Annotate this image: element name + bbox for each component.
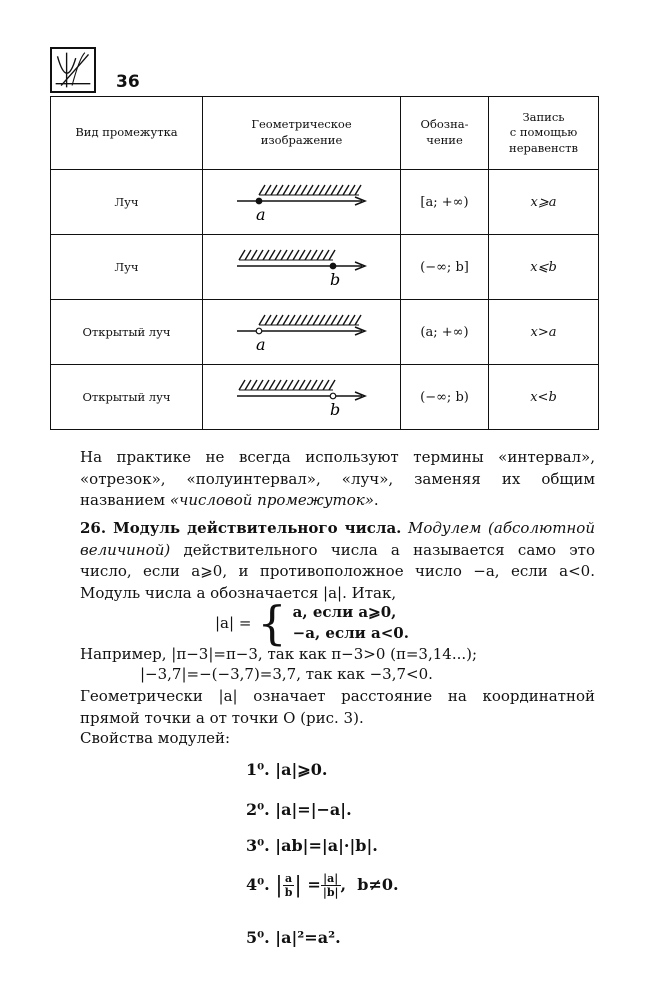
hatch-stroke [263, 250, 269, 260]
cell-geometry [203, 170, 401, 235]
table-row [51, 170, 599, 235]
hatch-stroke [337, 185, 343, 195]
hatch-stroke [275, 380, 281, 390]
hatch-stroke [325, 315, 331, 325]
cell-notation: [a; +∞) [401, 170, 489, 235]
property-4: 4⁰. | $\frac{a}{b}$ | = $\frac{|a|}{|b|}$ , b≠0. [246, 872, 399, 899]
hatch-stroke [343, 315, 349, 325]
point-label: b [329, 270, 340, 289]
cell-inequality: x>a [489, 300, 599, 365]
hatch-stroke [313, 185, 319, 195]
hatch-stroke [311, 380, 317, 390]
cell-kind: Открытый луч [51, 365, 203, 430]
cell-notation: (−∞; b] [401, 235, 489, 300]
hatch-stroke [301, 185, 307, 195]
cell-kind: Открытый луч [51, 300, 203, 365]
hatch-stroke [259, 185, 265, 195]
hatch-stroke [245, 250, 251, 260]
hatch-stroke [323, 250, 329, 260]
hatch-stroke [313, 315, 319, 325]
cell-notation: (−∞; b) [401, 365, 489, 430]
closed-point [330, 263, 336, 269]
frac-num: a [283, 872, 295, 886]
chapter-logo [50, 47, 96, 93]
property-4-prefix: 4⁰. [246, 875, 270, 894]
section-26 [80, 518, 595, 604]
example-line-2: |−3,7|=−(−3,7)=3,7, так как −3,7<0. [140, 665, 433, 683]
abs-case-1: a, если a⩾0, [292, 603, 397, 621]
point-label: b [329, 400, 340, 419]
hatch-stroke [317, 380, 323, 390]
open-ray-diagram [227, 372, 377, 422]
hatch-stroke [349, 315, 355, 325]
hatch-stroke [269, 380, 275, 390]
hatch-stroke [239, 250, 245, 260]
property-1: 1⁰. |a|⩾0. [246, 760, 328, 779]
geometric-paragraph [80, 686, 595, 729]
hatch-stroke [245, 380, 251, 390]
hatch-stroke [295, 315, 301, 325]
open-point [330, 393, 336, 399]
frac-rnum: |a| [321, 872, 341, 886]
point-label: a [255, 205, 266, 224]
hatch-stroke [259, 315, 265, 325]
closed-ray-diagram [227, 177, 377, 227]
hatch-stroke [289, 185, 295, 195]
abs-definition [215, 596, 409, 650]
cell-kind: Луч [51, 235, 203, 300]
hatch-stroke [329, 380, 335, 390]
hatch-stroke [337, 315, 343, 325]
hatch-stroke [301, 315, 307, 325]
table-row [51, 300, 599, 365]
hatch-stroke [287, 250, 293, 260]
hatch-stroke [269, 250, 275, 260]
hatch-stroke [251, 250, 257, 260]
header-inequality: Запись с помощью неравенств [489, 97, 599, 170]
hatch-stroke [299, 380, 305, 390]
example-line-1: Например, |π−3|=π−3, так как π−3>0 (π=3,14...); [80, 645, 478, 663]
frac-rden: |b| [322, 886, 339, 899]
abs-bar-left-icon: | [275, 873, 283, 898]
hatch-stroke [349, 185, 355, 195]
properties-title: Свойства модулей: [80, 729, 231, 747]
hatch-stroke [271, 185, 277, 195]
header-notation: Обозна- чение [401, 97, 489, 170]
hatch-stroke [331, 315, 337, 325]
cell-notation: (a; +∞) [401, 300, 489, 365]
hatch-stroke [323, 380, 329, 390]
table-header-row [51, 97, 599, 170]
abs-bar-right-icon: | [294, 873, 302, 898]
abs-case-2: −a, если a<0. [292, 624, 409, 642]
header-geometry: Геометрическое изображение [203, 97, 401, 170]
cell-geometry [203, 300, 401, 365]
hatch-stroke [289, 315, 295, 325]
cell-geometry [203, 235, 401, 300]
section-def-text: действительного числа a называется само это число, если a⩾0, и противоположное число −a, если a<0. Модуль числа a обозначается |a|. Итак, [80, 540, 595, 602]
hatch-stroke [305, 250, 311, 260]
table-row [51, 235, 599, 300]
closed-ray-diagram [227, 242, 377, 292]
open-point [256, 328, 262, 334]
hatch-stroke [275, 250, 281, 260]
hatch-stroke [265, 185, 271, 195]
hatch-stroke [251, 380, 257, 390]
hatch-stroke [239, 380, 245, 390]
intro-italic: «числовой промежуток» [169, 491, 374, 509]
hatch-stroke [325, 185, 331, 195]
open-ray-diagram [227, 307, 377, 357]
hatch-stroke [277, 315, 283, 325]
cell-inequality: x<b [489, 365, 599, 430]
hatch-stroke [265, 315, 271, 325]
fraction-a-over-b [283, 872, 295, 899]
hatch-stroke [295, 185, 301, 195]
hatch-stroke [281, 250, 287, 260]
hatch-stroke [319, 315, 325, 325]
table-row [51, 365, 599, 430]
hatch-stroke [283, 185, 289, 195]
header-kind: Вид промежутка [51, 97, 203, 170]
section-def-italic: Модулем (абсолютной величиной) [80, 519, 595, 559]
intro-text: На практике не всегда используют термины «интервал», «отрезок», «полуинтервал», «луч», заменяя их общим названием [80, 448, 595, 509]
cell-kind: Луч [51, 170, 203, 235]
page-number: 36 [116, 72, 140, 92]
hatch-stroke [305, 380, 311, 390]
fraction-abs [321, 872, 341, 899]
intro-paragraph [80, 447, 595, 512]
hatch-stroke [283, 315, 289, 325]
hatch-stroke [355, 185, 361, 195]
hatch-stroke [355, 315, 361, 325]
hatch-stroke [317, 250, 323, 260]
hatch-stroke [307, 315, 313, 325]
hatch-stroke [271, 315, 277, 325]
hatch-stroke [319, 185, 325, 195]
intro-end: . [373, 491, 379, 509]
hatch-stroke [331, 185, 337, 195]
property-2: 2⁰. |a|=|−a|. [246, 800, 352, 819]
hatch-stroke [287, 380, 293, 390]
graph-logo-icon [52, 49, 94, 91]
hatch-stroke [307, 185, 313, 195]
property-3: 3⁰. |ab|=|a|·|b|. [246, 836, 378, 855]
hatch-stroke [299, 250, 305, 260]
property-4-suffix: b≠0. [357, 875, 399, 894]
hatch-stroke [277, 185, 283, 195]
abs-lhs: |a| = [215, 614, 252, 632]
cell-inequality: x⩾a [489, 170, 599, 235]
hatch-stroke [343, 185, 349, 195]
point-label: a [255, 335, 266, 354]
hatch-stroke [281, 380, 287, 390]
section-heading: 26. Модуль действительного числа. [80, 519, 402, 537]
cell-inequality: x⩽b [489, 235, 599, 300]
left-brace-icon: { [257, 596, 287, 650]
hatch-stroke [311, 250, 317, 260]
geometric-text: Геометрически |a| означает расстояние на координатной прямой точки a от точки O (рис. 3). [80, 687, 595, 727]
hatch-stroke [293, 380, 299, 390]
cell-geometry [203, 365, 401, 430]
hatch-stroke [263, 380, 269, 390]
hatch-stroke [257, 380, 263, 390]
abs-cases [293, 602, 409, 644]
hatch-stroke [257, 250, 263, 260]
hatch-stroke [329, 250, 335, 260]
hatch-stroke [293, 250, 299, 260]
frac-den: b [284, 886, 293, 899]
property-5: 5⁰. |a|²=a². [246, 928, 341, 947]
interval-types-table [50, 96, 599, 430]
closed-point [256, 198, 262, 204]
